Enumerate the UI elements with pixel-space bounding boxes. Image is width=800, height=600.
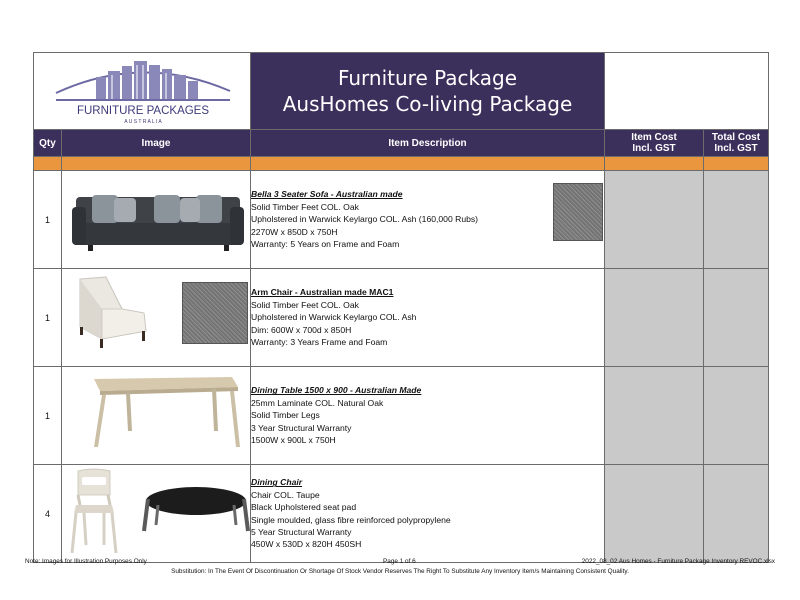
item-qty: 1 xyxy=(34,171,62,269)
item-cost-cell xyxy=(605,269,704,367)
fabric-swatch-icon xyxy=(182,282,248,344)
item-detail: Solid Timber Feet COL. Oak xyxy=(251,201,359,212)
item-qty: 1 xyxy=(34,269,62,367)
title-line-1: Furniture Package xyxy=(337,66,518,90)
column-header-row xyxy=(34,130,769,157)
column-header-qty: Qty xyxy=(34,130,62,157)
column-header-image: Image xyxy=(62,130,251,157)
item-title: Dining Table 1500 x 900 - Australian Made xyxy=(251,385,422,396)
illustration-note: Note: Images for Illustration Purposes Only xyxy=(25,558,147,565)
orange-band-row xyxy=(34,157,769,171)
item-cost-cell xyxy=(605,367,704,465)
item-detail: Upholstered in Warwick Keylargo COL. Ash xyxy=(251,312,417,323)
item-detail: 1500W x 900L x 750H xyxy=(251,435,336,446)
header-blank-cell xyxy=(605,53,769,130)
page-footer xyxy=(25,558,775,575)
item-cost-cell xyxy=(605,171,704,269)
item-cost-cell xyxy=(605,465,704,563)
package-title xyxy=(251,53,605,130)
item-description xyxy=(251,269,605,367)
item-detail: Warranty: 3 Years Frame and Foam xyxy=(251,337,388,348)
sofa-icon xyxy=(62,171,251,263)
table-row xyxy=(34,171,769,269)
total-cost-cell xyxy=(704,367,769,465)
title-line-2: AusHomes Co-living Package xyxy=(282,92,573,116)
item-detail: Black Upholstered seat pad xyxy=(251,502,357,513)
item-detail: Warranty: 5 Years on Frame and Foam xyxy=(251,239,400,250)
table-row xyxy=(34,269,769,367)
furniture-package-sheet xyxy=(33,52,768,563)
item-description xyxy=(251,465,605,563)
item-detail: Chair COL. Taupe xyxy=(251,489,320,500)
orange-band-cell xyxy=(62,157,251,171)
total-cost-cell xyxy=(704,465,769,563)
item-image-cell xyxy=(62,269,251,367)
total-cost-label-2: Incl. GST xyxy=(714,143,758,154)
orange-band-cell xyxy=(605,157,704,171)
orange-band-cell xyxy=(251,157,605,171)
page-number: Page 1 of 6 xyxy=(383,558,416,565)
item-detail: 3 Year Structural Warranty xyxy=(251,422,352,433)
item-image-cell xyxy=(62,367,251,465)
item-description xyxy=(251,171,605,269)
company-logo-icon xyxy=(34,53,251,129)
item-detail: 25mm Laminate COL. Natural Oak xyxy=(251,397,384,408)
total-cost-label-1: Total Cost xyxy=(711,132,761,143)
column-header-total-cost xyxy=(704,130,769,157)
item-detail: Upholstered in Warwick Keylargo COL. Ash (160,000 Rubs) xyxy=(251,214,479,225)
logo-cell xyxy=(34,53,251,130)
table-row xyxy=(34,367,769,465)
column-header-description: Item Description xyxy=(251,130,605,157)
item-detail: Solid Timber Feet COL. Oak xyxy=(251,299,359,310)
item-image-cell xyxy=(62,171,251,269)
fabric-swatch-icon xyxy=(553,183,603,241)
item-detail: Solid Timber Legs xyxy=(251,410,320,421)
header-band xyxy=(34,53,769,130)
logo-text: FURNITURE PACKAGES xyxy=(76,105,210,117)
item-qty: 1 xyxy=(34,367,62,465)
logo-subtext: A U S T R A L I A xyxy=(124,119,162,125)
inventory-table xyxy=(33,52,769,563)
item-detail: 450W x 530D x 820H 450SH xyxy=(251,539,362,550)
item-cost-label-1: Item Cost xyxy=(631,132,677,143)
total-cost-cell xyxy=(704,171,769,269)
column-header-item-cost xyxy=(605,130,704,157)
item-title: Bella 3 Seater Sofa - Australian made xyxy=(251,189,403,200)
file-name: 2022_08_02 Aus Homes - Furniture Package Inventory REVOC.xlsx xyxy=(581,558,775,565)
item-description xyxy=(251,367,605,465)
item-cost-label-2: Incl. GST xyxy=(632,143,676,154)
item-detail: Single moulded, glass fibre reinforced polypropylene xyxy=(251,514,451,525)
item-title: Dining Chair xyxy=(251,477,303,488)
item-detail: 5 Year Structural Warranty xyxy=(251,526,352,537)
total-cost-cell xyxy=(704,269,769,367)
item-title: Arm Chair - Australian made MAC1 xyxy=(251,287,394,298)
orange-band-cell xyxy=(34,157,62,171)
table-row xyxy=(34,465,769,563)
item-detail: Dim: 600W x 700d x 850H xyxy=(251,324,352,335)
substitution-note: Substitution: In The Event Of Discontinuation Or Shortage Of Stock Vendor Reserves The Right To Substitute Any Inventory Item/s Maintaining Consistent Quality. xyxy=(171,568,629,575)
item-detail: 2270W x 850D x 750H xyxy=(251,226,338,237)
item-image-cell xyxy=(62,465,251,563)
item-qty: 4 xyxy=(34,465,62,563)
dining-chair-icon xyxy=(62,465,251,557)
orange-band-cell xyxy=(704,157,769,171)
dining-table-icon xyxy=(62,367,251,459)
